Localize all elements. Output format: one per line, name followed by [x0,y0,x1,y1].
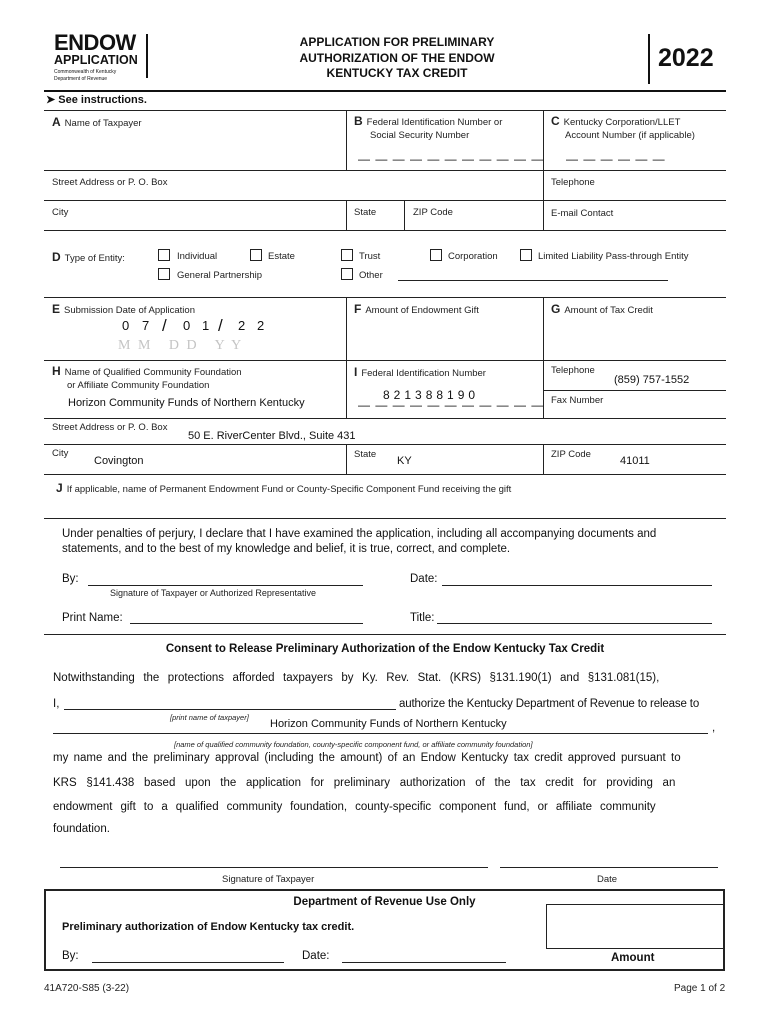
date-digit: 0 [122,318,130,333]
row-rule [44,200,726,201]
name-of-taxpayer-label [52,115,142,129]
dor-date-label: Date: [302,950,330,962]
letter-g: G [551,302,561,316]
date-separator: / [218,316,223,335]
consent-date-field[interactable] [500,867,718,868]
dor-heading: Department of Revenue Use Only [293,896,476,908]
entity-label-text: Type of Entity: [64,253,125,264]
state-label: State [354,207,377,218]
fein-ssn-field[interactable]: — — — — — — — — — — — [358,152,545,166]
date-label: Date: [410,573,438,585]
col-divider [346,444,347,474]
individual-label: Individual [177,251,218,262]
other-label: Other [359,270,383,281]
date-digit: 2 [257,318,265,333]
consent-line5: KRS §141.438 based upon the application for preliminary authorization of the tax credit for providing an [53,777,676,789]
foundation-label-line1: Name of Qualified Community Foundation [64,367,242,378]
dor-use-only-box [44,889,725,971]
foundation-fax-label: Fax Number [551,395,604,406]
perjury-line2: statements, and to the best of my knowledge and belief, it is true, correct, and complete. [62,543,511,555]
ky-corp-field[interactable]: — — — — — — [566,152,666,166]
fein-label-line2: Social Security Number [370,130,470,141]
consent-signature-field[interactable] [60,867,488,868]
foundation-fein-dashes: — — — — — — — — — — — [358,398,545,412]
logo-divider [146,34,148,78]
title-line2: AUTHORIZATION OF THE ENDOW [299,50,495,65]
logo-sub-text: APPLICATION [54,53,138,67]
dor-date-field[interactable] [342,962,506,963]
row-rule [44,418,726,419]
consent-line4: my name and the preliminary approval (including the amount) of an Endow Kentucky tax credit approved pursuant to [53,752,681,764]
dor-amount-box[interactable] [546,904,725,949]
print-name-field[interactable] [130,623,363,624]
foundation-name-value[interactable]: Horizon Community Funds of Northern Kentucky [68,397,305,409]
individual-checkbox[interactable] [158,249,170,261]
consent-comma: , [712,722,716,734]
foundation-caption: [name of qualified community foundation, county-specific component fund, or affiliate community foundation] [174,740,533,749]
endowment-fund-field[interactable] [44,518,726,519]
foundation-state-label: State [354,449,377,460]
col-divider [346,360,347,418]
col-divider [543,200,544,230]
letter-d: D [52,250,61,264]
llp-label: Limited Liability Pass-through Entity [538,251,689,262]
estate-label: Estate [268,251,295,262]
street-label: Street Address or P. O. Box [52,177,168,188]
email-label: E-mail Contact [551,208,614,219]
col-divider [543,170,544,200]
letter-j: J [56,481,63,495]
type-of-entity-label [52,250,125,264]
date-format-guide: M M D D Y Y [118,338,244,353]
row-rule [44,360,726,361]
row-rule [44,110,726,111]
foundation-label [52,365,242,392]
col-divider [346,110,347,170]
general-partnership-checkbox[interactable] [158,268,170,280]
ky-corp-label [551,115,695,142]
page-number: Page 1 of 2 [674,983,726,994]
fund-label-text: If applicable, name of Permanent Endowment Fund or County-Specific Component Fund receiving the gift [66,484,512,495]
foundation-city-value[interactable]: Covington [94,455,144,467]
col-divider [346,200,347,230]
year-divider [648,34,650,84]
submission-date-label [52,302,195,316]
form-title [268,35,526,82]
ky-corp-line1: Kentucky Corporation/LLET [563,117,681,128]
foundation-street-value[interactable]: 50 E. RiverCenter Blvd., Suite 431 [188,430,356,442]
row-rule [543,390,726,391]
row-rule [44,297,726,298]
consent-line7: foundation. [53,823,110,835]
logo-line1: Commonwealth of Kentucky [54,69,117,75]
submission-date-field[interactable] [116,316,276,354]
date-digit: 2 [238,318,246,333]
credit-label-text: Amount of Tax Credit [564,305,653,316]
see-instructions: ➤ See instructions. [46,94,147,106]
form-number: 41A720-S85 (3-22) [44,983,130,994]
gift-label-text: Amount of Endowment Gift [365,305,479,316]
section-rule [44,634,726,635]
trust-label: Trust [359,251,381,262]
logo-line2: Department of Revenue [54,76,108,82]
letter-i: I [354,365,358,379]
corporation-checkbox[interactable] [430,249,442,261]
perjury-line1: Under penalties of perjury, I declare that I have examined the application, including all accompanying documents and [62,528,657,540]
row-rule [44,444,726,445]
ky-corp-line2: Account Number (if applicable) [565,130,695,141]
dor-amount-label: Amount [611,952,655,964]
by-label: By: [62,573,79,585]
letter-e: E [52,302,61,316]
consent-i-label: I, [53,698,60,710]
date-digit: 7 [142,318,150,333]
logo-main-text: ENDOW [54,30,136,55]
title-line1: APPLICATION FOR PRELIMINARY [299,35,495,49]
letter-c: C [551,114,560,128]
llp-checkbox[interactable] [520,249,532,261]
col-divider [543,297,544,360]
consent-signature-caption: Signature of Taxpayer [222,874,315,885]
col-divider [543,444,544,474]
foundation-city-label: City [52,448,69,459]
title-field[interactable] [437,623,712,624]
foundation-telephone-value[interactable]: (859) 757-1552 [614,374,690,386]
fein-ssn-label [354,115,502,142]
foundation-state-value[interactable]: KY [397,455,412,467]
print-name-label: Print Name: [62,612,123,624]
letter-a: A [52,115,61,129]
taxpayer-signature-field[interactable] [88,585,363,586]
endow-logo [52,30,152,86]
foundation-label-line2: or Affiliate Community Foundation [67,380,210,391]
foundation-fein-label [354,365,486,379]
consent-foundation-value[interactable]: Horizon Community Funds of Northern Kentucky [270,718,507,730]
tax-credit-label [551,302,653,316]
header-rule [44,90,726,92]
corporation-label: Corporation [448,251,498,262]
dor-by-field[interactable] [92,962,284,963]
general-partnership-label: General Partnership [177,270,263,281]
consent-date-caption: Date [597,874,618,885]
submission-label-text: Submission Date of Application [64,305,195,316]
estate-checkbox[interactable] [250,249,262,261]
letter-b: B [354,114,363,128]
print-name-caption: [print name of taxpayer] [170,713,249,722]
signature-caption: Signature of Taxpayer or Authorized Representative [110,588,316,598]
letter-h: H [52,364,61,378]
foundation-street-label: Street Address or P. O. Box [52,422,168,433]
consent-foundation-field[interactable] [53,733,708,734]
telephone-label: Telephone [551,177,595,188]
dor-text: Preliminary authorization of Endow Kentucky tax credit. [62,921,355,933]
foundation-telephone-label: Telephone [551,365,595,376]
row-rule [44,170,726,171]
fein-label-text: Federal Identification Number [361,368,486,379]
dor-by-label: By: [62,950,79,962]
other-checkbox[interactable] [341,268,353,280]
trust-checkbox[interactable] [341,249,353,261]
consent-taxpayer-name-field[interactable] [64,709,396,710]
letter-f: F [354,302,362,316]
zip-label: ZIP Code [413,207,453,218]
endowment-gift-label [354,302,479,316]
endowment-fund-label [56,481,511,495]
signature-date-field[interactable] [442,585,712,586]
date-digit: 0 [183,318,191,333]
city-label: City [52,207,69,218]
consent-line1: Notwithstanding the protections afforded taxpayers by Ky. Rev. Stat. (KRS) §131.190(1) and §131.081(15), [53,672,660,684]
col-divider [346,297,347,360]
row-rule [44,474,726,475]
form-year: 2022 [658,44,714,72]
row-rule [44,230,726,231]
foundation-zip-value[interactable]: 41011 [620,455,650,467]
consent-heading: Consent to Release Preliminary Authorization of the Endow Kentucky Tax Credit [165,643,605,655]
name-label-text: Name of Taxpayer [64,118,142,129]
date-digit: 1 [202,318,210,333]
fein-label-line1: Federal Identification Number or [366,117,503,128]
consent-line6: endowment gift to a qualified community foundation, county-specific component fund, or affiliate community [53,801,656,813]
consent-authorize-text: authorize the Kentucky Department of Revenue to release to [399,698,700,710]
date-separator: / [162,316,167,335]
foundation-zip-label: ZIP Code [551,449,591,460]
col-divider [404,200,405,230]
title-line3: KENTUCKY TAX CREDIT [326,66,468,80]
title-label: Title: [410,612,435,624]
foundation-fein-value[interactable]: 821388190 [383,388,480,402]
other-specify-field[interactable] [398,280,668,281]
